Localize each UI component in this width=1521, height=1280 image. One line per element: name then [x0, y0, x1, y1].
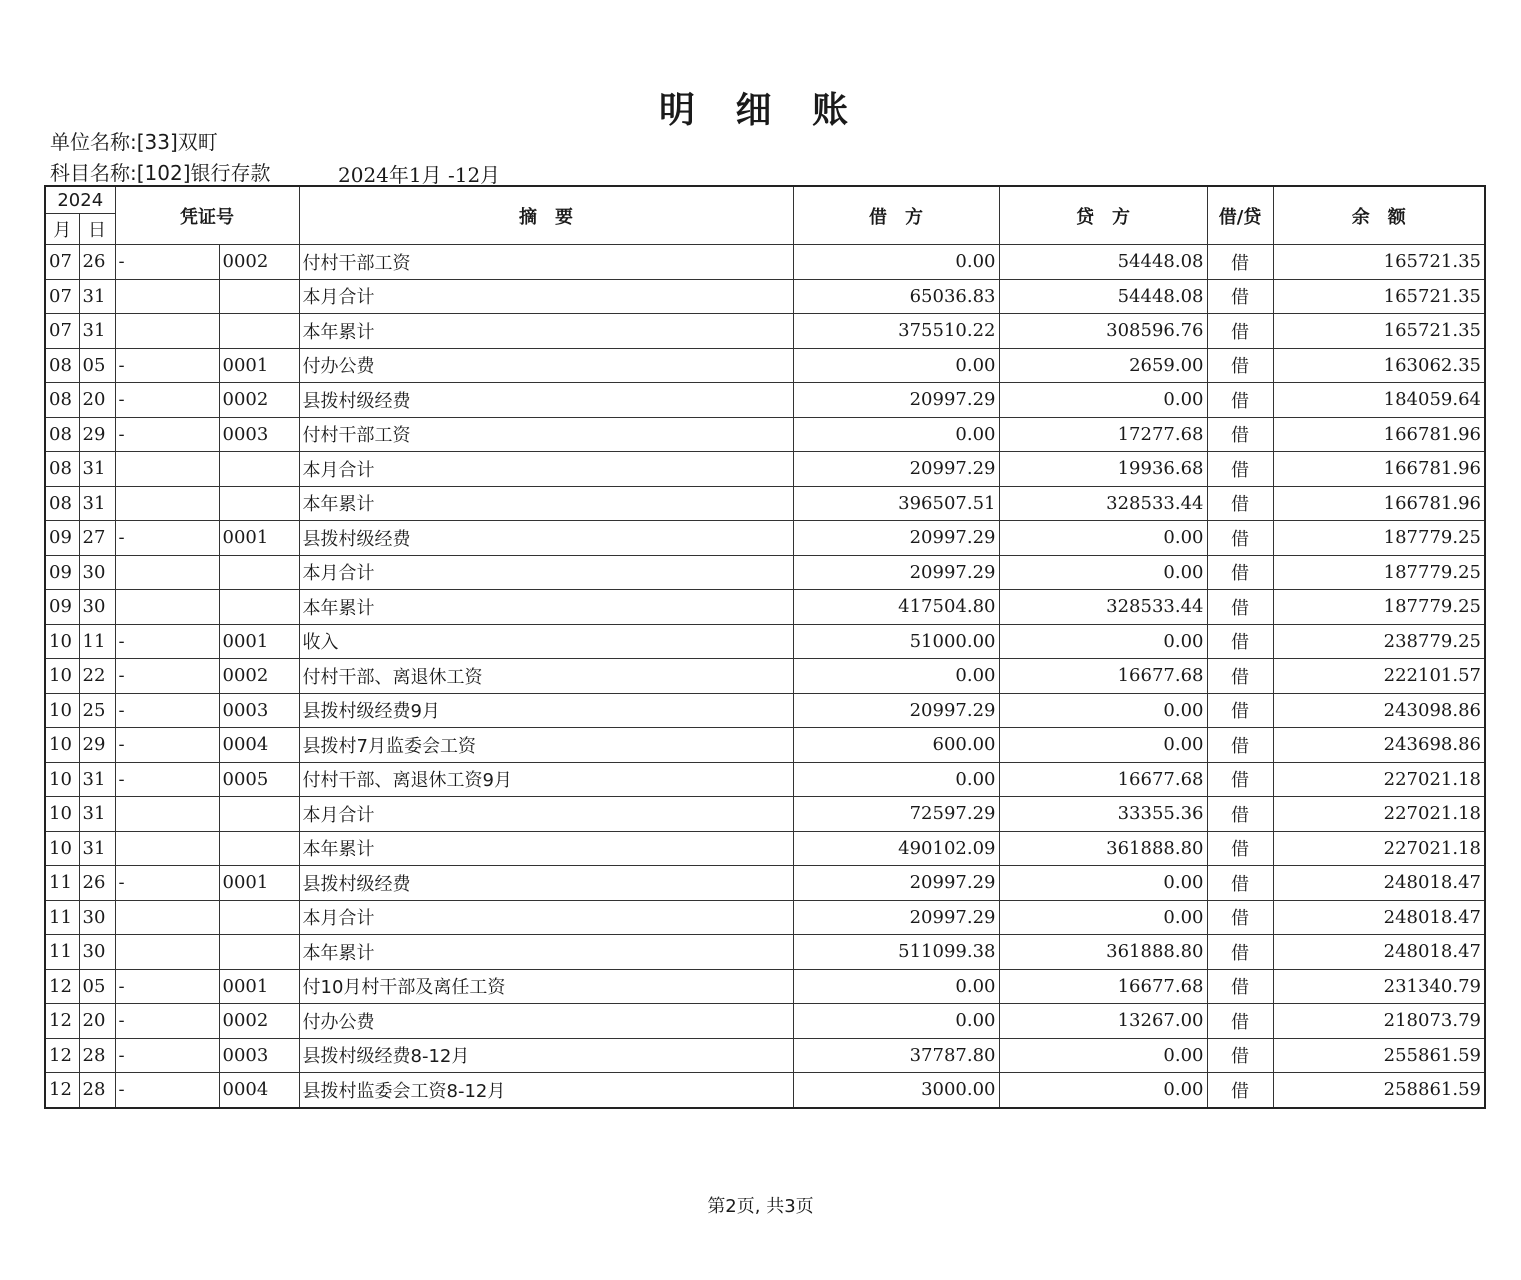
debit-credit-direction: 借	[1207, 417, 1273, 452]
entry-day: 31	[79, 797, 115, 832]
entry-month: 08	[45, 348, 79, 383]
debit-credit-direction: 借	[1207, 900, 1273, 935]
entry-month: 09	[45, 555, 79, 590]
debit-credit-direction: 借	[1207, 279, 1273, 314]
debit-credit-direction: 借	[1207, 555, 1273, 590]
entry-day: 31	[79, 486, 115, 521]
credit-amount: 33355.36	[999, 797, 1207, 832]
entry-day: 30	[79, 555, 115, 590]
entry-day: 05	[79, 348, 115, 383]
entry-month: 10	[45, 831, 79, 866]
entry-day: 28	[79, 1038, 115, 1073]
account-name-line: 科目名称:[102]银行存款	[50, 161, 271, 185]
entry-summary: 付村干部、离退休工资	[299, 659, 793, 694]
entry-month: 10	[45, 762, 79, 797]
year-header: 2024	[45, 186, 115, 214]
entry-summary: 本月合计	[299, 279, 793, 314]
table-row	[45, 693, 1485, 728]
entry-summary: 县拨村级经费8-12月	[299, 1038, 793, 1073]
balance-amount: 238779.25	[1273, 624, 1485, 659]
debit-amount: 37787.80	[793, 1038, 999, 1073]
entry-day: 30	[79, 590, 115, 625]
voucher-type: -	[115, 728, 219, 763]
unit-name-line: 单位名称:[33]双町	[50, 130, 218, 154]
voucher-number	[219, 452, 299, 487]
voucher-type	[115, 831, 219, 866]
entry-day: 22	[79, 659, 115, 694]
entry-month: 08	[45, 383, 79, 418]
voucher-type: -	[115, 1004, 219, 1039]
entry-summary: 付办公费	[299, 1004, 793, 1039]
balance-amount: 165721.35	[1273, 245, 1485, 280]
debit-amount: 20997.29	[793, 521, 999, 556]
voucher-number: 0002	[219, 659, 299, 694]
entry-month: 12	[45, 969, 79, 1004]
voucher-number	[219, 314, 299, 349]
credit-amount: 16677.68	[999, 659, 1207, 694]
debit-amount: 417504.80	[793, 590, 999, 625]
entry-summary: 县拨村级经费	[299, 866, 793, 901]
credit-amount: 361888.80	[999, 935, 1207, 970]
entry-month: 10	[45, 659, 79, 694]
debit-amount: 0.00	[793, 417, 999, 452]
debit-credit-direction: 借	[1207, 1073, 1273, 1108]
entry-month: 07	[45, 314, 79, 349]
entry-day: 11	[79, 624, 115, 659]
voucher-number: 0002	[219, 383, 299, 418]
debit-credit-direction: 借	[1207, 935, 1273, 970]
table-row	[45, 590, 1485, 625]
voucher-number: 0003	[219, 417, 299, 452]
table-row	[45, 797, 1485, 832]
entry-summary: 收入	[299, 624, 793, 659]
credit-amount: 54448.08	[999, 279, 1207, 314]
credit-amount: 0.00	[999, 1038, 1207, 1073]
voucher-type: -	[115, 624, 219, 659]
entry-month: 11	[45, 935, 79, 970]
debit-amount: 0.00	[793, 245, 999, 280]
entry-day: 31	[79, 452, 115, 487]
table-row	[45, 383, 1485, 418]
voucher-type	[115, 590, 219, 625]
credit-amount: 361888.80	[999, 831, 1207, 866]
entry-month: 10	[45, 624, 79, 659]
entry-summary: 本月合计	[299, 797, 793, 832]
table-row	[45, 452, 1485, 487]
entry-summary: 本年累计	[299, 486, 793, 521]
table-row	[45, 1073, 1485, 1108]
entry-day: 25	[79, 693, 115, 728]
debit-amount: 20997.29	[793, 866, 999, 901]
debit-credit-direction: 借	[1207, 245, 1273, 280]
balance-amount: 187779.25	[1273, 590, 1485, 625]
debit-credit-direction: 借	[1207, 728, 1273, 763]
entry-month: 09	[45, 590, 79, 625]
voucher-type	[115, 452, 219, 487]
balance-amount: 166781.96	[1273, 452, 1485, 487]
balance-amount: 231340.79	[1273, 969, 1485, 1004]
table-row	[45, 314, 1485, 349]
debit-credit-direction: 借	[1207, 659, 1273, 694]
voucher-number	[219, 900, 299, 935]
debit-amount: 72597.29	[793, 797, 999, 832]
entry-summary: 付村干部工资	[299, 245, 793, 280]
voucher-number	[219, 486, 299, 521]
entry-day: 29	[79, 728, 115, 763]
balance-amount: 258861.59	[1273, 1073, 1485, 1108]
balance-amount: 184059.64	[1273, 383, 1485, 418]
page-footer: 第2页, 共3页	[707, 1196, 814, 1217]
debit-credit-direction: 借	[1207, 486, 1273, 521]
debit-amount: 20997.29	[793, 693, 999, 728]
voucher-type	[115, 555, 219, 590]
balance-amount: 222101.57	[1273, 659, 1485, 694]
debit-amount: 65036.83	[793, 279, 999, 314]
voucher-number: 0004	[219, 1073, 299, 1108]
debit-header: 借 方	[793, 186, 999, 245]
debit-amount: 511099.38	[793, 935, 999, 970]
summary-header: 摘 要	[299, 186, 793, 245]
debit-credit-direction: 借	[1207, 1004, 1273, 1039]
credit-amount: 0.00	[999, 383, 1207, 418]
entry-month: 07	[45, 279, 79, 314]
debit-credit-direction: 借	[1207, 383, 1273, 418]
debit-amount: 0.00	[793, 1004, 999, 1039]
debit-credit-direction: 借	[1207, 762, 1273, 797]
credit-amount: 0.00	[999, 1073, 1207, 1108]
balance-amount: 248018.47	[1273, 866, 1485, 901]
entry-day: 05	[79, 969, 115, 1004]
debit-amount: 51000.00	[793, 624, 999, 659]
entry-summary: 县拨村监委会工资8-12月	[299, 1073, 793, 1108]
credit-amount: 13267.00	[999, 1004, 1207, 1039]
debit-credit-direction: 借	[1207, 797, 1273, 832]
entry-month: 12	[45, 1004, 79, 1039]
entry-month: 10	[45, 693, 79, 728]
voucher-type: -	[115, 693, 219, 728]
balance-amount: 243698.86	[1273, 728, 1485, 763]
debit-amount: 0.00	[793, 762, 999, 797]
balance-amount: 165721.35	[1273, 279, 1485, 314]
entry-month: 07	[45, 245, 79, 280]
balance-amount: 227021.18	[1273, 831, 1485, 866]
month-header: 月	[45, 214, 79, 245]
entry-month: 11	[45, 866, 79, 901]
table-row	[45, 659, 1485, 694]
credit-amount: 16677.68	[999, 969, 1207, 1004]
table-row	[45, 555, 1485, 590]
credit-amount: 0.00	[999, 693, 1207, 728]
entry-summary: 付10月村干部及离任工资	[299, 969, 793, 1004]
table-row	[45, 1004, 1485, 1039]
entry-summary: 本年累计	[299, 935, 793, 970]
credit-amount: 17277.68	[999, 417, 1207, 452]
entry-day: 31	[79, 279, 115, 314]
entry-summary: 付村干部、离退休工资9月	[299, 762, 793, 797]
voucher-number: 0001	[219, 866, 299, 901]
balance-amount: 166781.96	[1273, 486, 1485, 521]
entry-day: 30	[79, 935, 115, 970]
voucher-type: -	[115, 348, 219, 383]
entry-month: 08	[45, 486, 79, 521]
credit-amount: 0.00	[999, 624, 1207, 659]
debit-credit-direction: 借	[1207, 831, 1273, 866]
period-range: 2024年1月 -12月	[338, 163, 501, 187]
table-row	[45, 521, 1485, 556]
voucher-type: -	[115, 969, 219, 1004]
table-row	[45, 935, 1485, 970]
voucher-number	[219, 590, 299, 625]
debit-credit-direction: 借	[1207, 314, 1273, 349]
voucher-number	[219, 279, 299, 314]
voucher-type: -	[115, 1038, 219, 1073]
voucher-type: -	[115, 383, 219, 418]
voucher-type: -	[115, 417, 219, 452]
entry-summary: 本月合计	[299, 555, 793, 590]
ledger-table	[44, 185, 1486, 1109]
table-row	[45, 486, 1485, 521]
entry-summary: 县拨村7月监委会工资	[299, 728, 793, 763]
balance-amount: 187779.25	[1273, 521, 1485, 556]
balance-amount: 243098.86	[1273, 693, 1485, 728]
debit-amount: 490102.09	[793, 831, 999, 866]
balance-amount: 248018.47	[1273, 935, 1485, 970]
credit-amount: 328533.44	[999, 486, 1207, 521]
voucher-number: 0005	[219, 762, 299, 797]
table-row	[45, 417, 1485, 452]
debit-amount: 0.00	[793, 348, 999, 383]
debit-credit-direction: 借	[1207, 866, 1273, 901]
debit-amount: 0.00	[793, 659, 999, 694]
debit-amount: 20997.29	[793, 383, 999, 418]
voucher-number	[219, 555, 299, 590]
credit-amount: 0.00	[999, 866, 1207, 901]
entry-month: 10	[45, 728, 79, 763]
credit-amount: 19936.68	[999, 452, 1207, 487]
debit-amount: 600.00	[793, 728, 999, 763]
voucher-number: 0002	[219, 1004, 299, 1039]
voucher-type: -	[115, 245, 219, 280]
debit-credit-direction: 借	[1207, 521, 1273, 556]
voucher-number	[219, 935, 299, 970]
entry-month: 09	[45, 521, 79, 556]
table-row	[45, 624, 1485, 659]
entry-day: 31	[79, 831, 115, 866]
entry-month: 11	[45, 900, 79, 935]
entry-summary: 县拨村级经费	[299, 383, 793, 418]
table-row	[45, 866, 1485, 901]
debit-amount: 20997.29	[793, 555, 999, 590]
entry-day: 30	[79, 900, 115, 935]
voucher-number	[219, 831, 299, 866]
voucher-number	[219, 797, 299, 832]
entry-day: 20	[79, 383, 115, 418]
debit-credit-direction: 借	[1207, 624, 1273, 659]
entry-summary: 付村干部工资	[299, 417, 793, 452]
debit-credit-direction: 借	[1207, 1038, 1273, 1073]
credit-amount: 0.00	[999, 521, 1207, 556]
credit-amount: 54448.08	[999, 245, 1207, 280]
balance-amount: 227021.18	[1273, 762, 1485, 797]
voucher-type: -	[115, 1073, 219, 1108]
entry-summary: 本月合计	[299, 452, 793, 487]
debit-amount: 396507.51	[793, 486, 999, 521]
day-header: 日	[79, 214, 115, 245]
entry-month: 12	[45, 1073, 79, 1108]
voucher-type	[115, 486, 219, 521]
table-row	[45, 831, 1485, 866]
voucher-header: 凭证号	[115, 186, 299, 245]
table-row	[45, 969, 1485, 1004]
voucher-number: 0002	[219, 245, 299, 280]
dc-header: 借/贷	[1207, 186, 1273, 245]
credit-amount: 0.00	[999, 900, 1207, 935]
entry-summary: 县拨村级经费	[299, 521, 793, 556]
entry-month: 12	[45, 1038, 79, 1073]
credit-amount: 16677.68	[999, 762, 1207, 797]
entry-day: 26	[79, 245, 115, 280]
voucher-type	[115, 279, 219, 314]
voucher-number: 0003	[219, 693, 299, 728]
balance-amount: 187779.25	[1273, 555, 1485, 590]
ledger-body	[45, 245, 1485, 1108]
entry-day: 20	[79, 1004, 115, 1039]
entry-day: 27	[79, 521, 115, 556]
balance-amount: 163062.35	[1273, 348, 1485, 383]
entry-day: 31	[79, 762, 115, 797]
voucher-number: 0001	[219, 969, 299, 1004]
table-row	[45, 900, 1485, 935]
debit-credit-direction: 借	[1207, 590, 1273, 625]
debit-credit-direction: 借	[1207, 969, 1273, 1004]
table-row	[45, 279, 1485, 314]
voucher-type: -	[115, 866, 219, 901]
entry-month: 08	[45, 417, 79, 452]
entry-summary: 本年累计	[299, 831, 793, 866]
ledger-header	[45, 186, 1485, 245]
balance-amount: 166781.96	[1273, 417, 1485, 452]
balance-amount: 227021.18	[1273, 797, 1485, 832]
debit-credit-direction: 借	[1207, 452, 1273, 487]
table-row	[45, 1038, 1485, 1073]
table-row	[45, 348, 1485, 383]
balance-amount: 255861.59	[1273, 1038, 1485, 1073]
table-row	[45, 728, 1485, 763]
entry-summary: 本年累计	[299, 590, 793, 625]
voucher-number: 0003	[219, 1038, 299, 1073]
voucher-type	[115, 935, 219, 970]
debit-amount: 20997.29	[793, 900, 999, 935]
entry-summary: 本月合计	[299, 900, 793, 935]
debit-amount: 3000.00	[793, 1073, 999, 1108]
balance-header: 余 额	[1273, 186, 1485, 245]
entry-day: 29	[79, 417, 115, 452]
entry-day: 28	[79, 1073, 115, 1108]
credit-amount: 328533.44	[999, 590, 1207, 625]
entry-summary: 县拨村级经费9月	[299, 693, 793, 728]
voucher-type	[115, 314, 219, 349]
balance-amount: 165721.35	[1273, 314, 1485, 349]
voucher-type: -	[115, 762, 219, 797]
credit-amount: 0.00	[999, 728, 1207, 763]
debit-amount: 0.00	[793, 969, 999, 1004]
voucher-type	[115, 797, 219, 832]
entry-month: 08	[45, 452, 79, 487]
voucher-number: 0001	[219, 348, 299, 383]
table-row	[45, 762, 1485, 797]
voucher-number: 0001	[219, 624, 299, 659]
credit-amount: 0.00	[999, 555, 1207, 590]
table-row	[45, 245, 1485, 280]
entry-summary: 本年累计	[299, 314, 793, 349]
entry-summary: 付办公费	[299, 348, 793, 383]
entry-month: 10	[45, 797, 79, 832]
voucher-number: 0004	[219, 728, 299, 763]
entry-day: 31	[79, 314, 115, 349]
balance-amount: 218073.79	[1273, 1004, 1485, 1039]
voucher-type: -	[115, 521, 219, 556]
voucher-type: -	[115, 659, 219, 694]
ledger-title: 明 细 账	[658, 90, 863, 131]
debit-credit-direction: 借	[1207, 693, 1273, 728]
debit-amount: 375510.22	[793, 314, 999, 349]
balance-amount: 248018.47	[1273, 900, 1485, 935]
credit-amount: 308596.76	[999, 314, 1207, 349]
credit-amount: 2659.00	[999, 348, 1207, 383]
voucher-type	[115, 900, 219, 935]
credit-header: 贷 方	[999, 186, 1207, 245]
voucher-number: 0001	[219, 521, 299, 556]
entry-day: 26	[79, 866, 115, 901]
debit-credit-direction: 借	[1207, 348, 1273, 383]
debit-amount: 20997.29	[793, 452, 999, 487]
